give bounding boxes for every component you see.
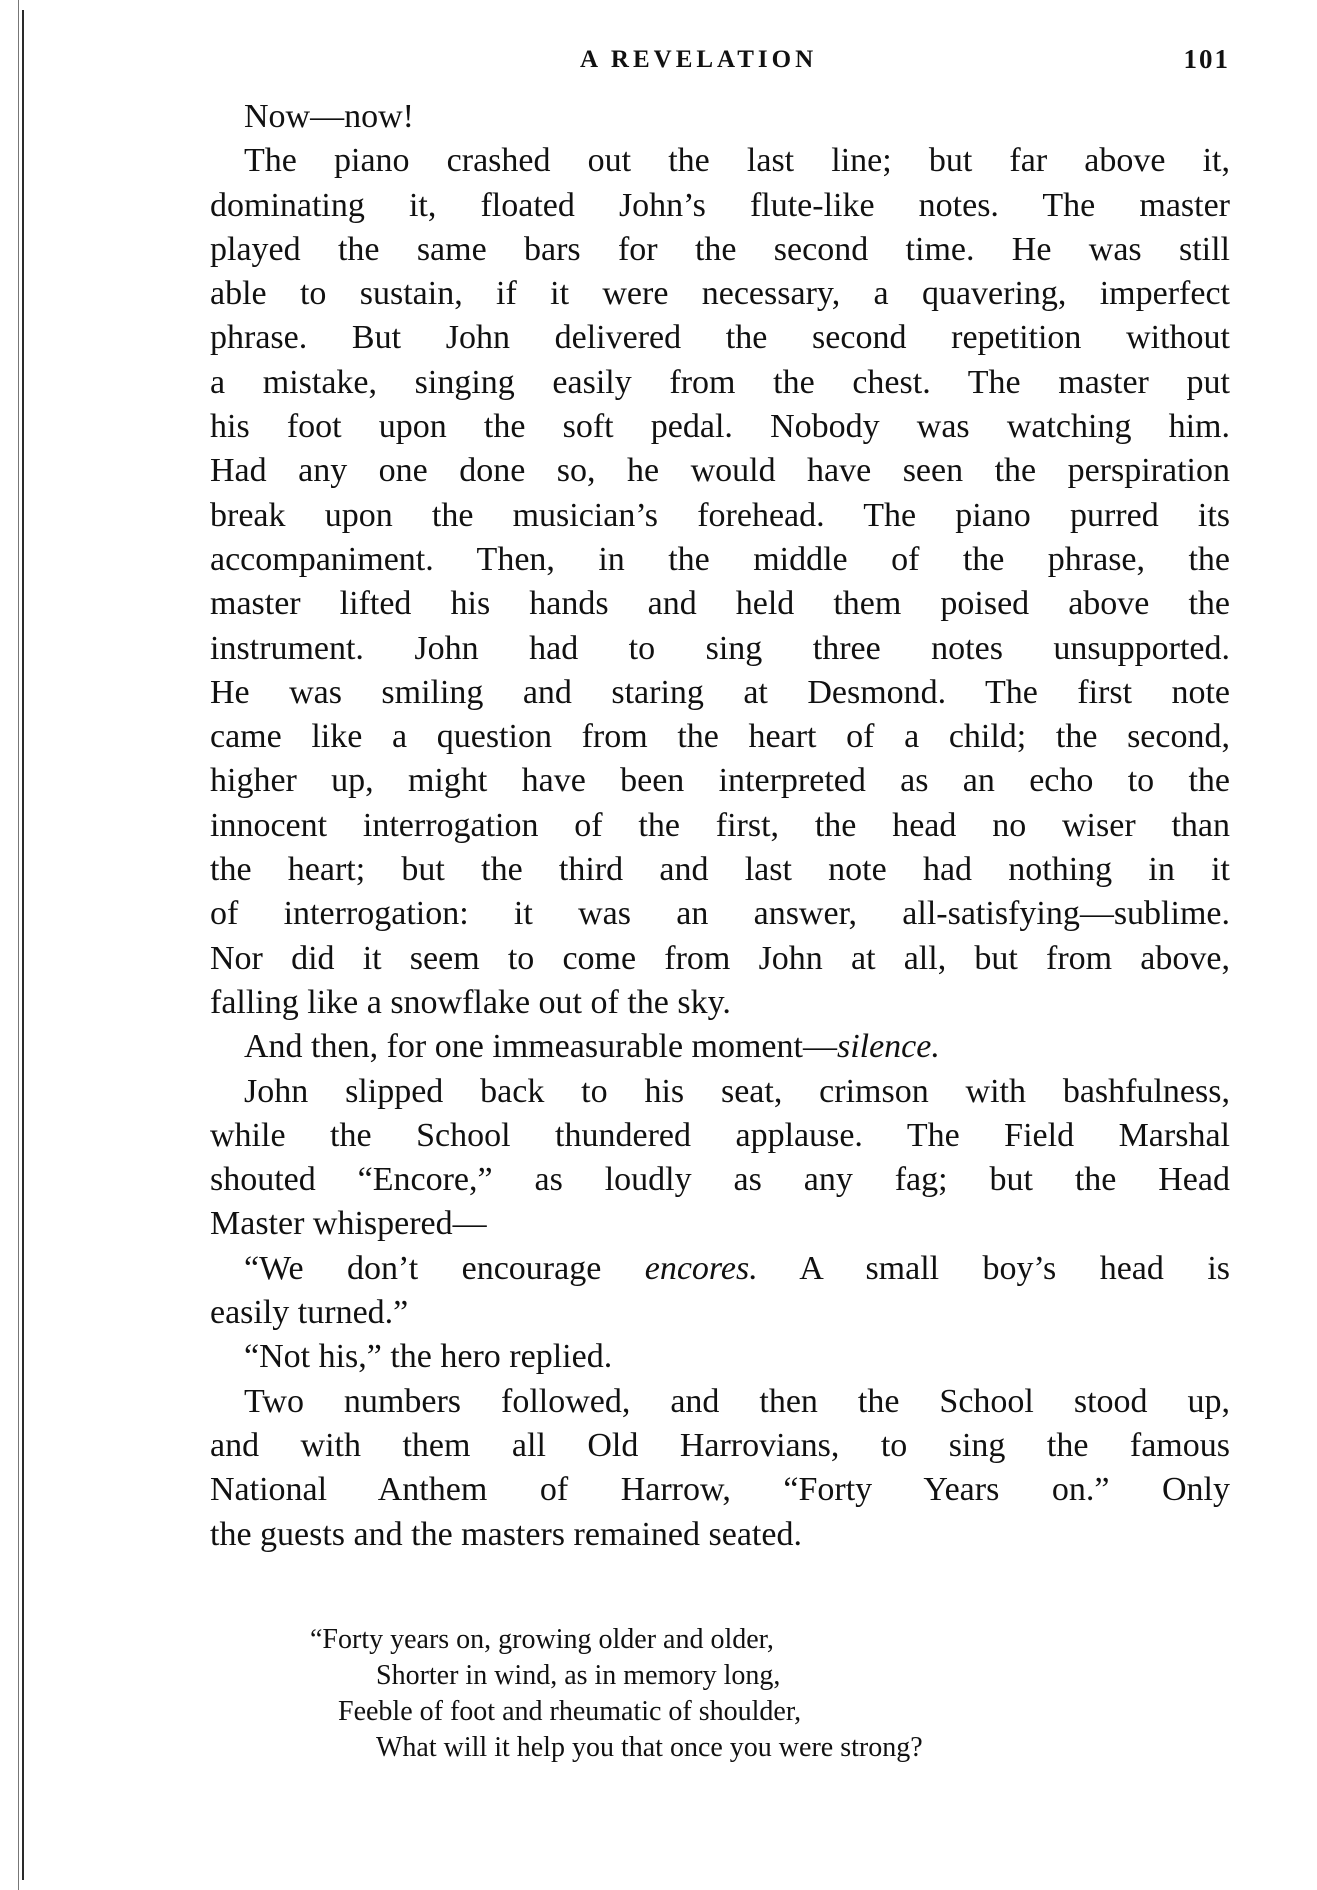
text-line: and with them all Old Harrovians, to sing the famous [210,1426,1230,1464]
text-line: Now—now! [244,98,414,135]
page-binding-edge [22,10,24,1880]
text-line: phrase. But John delivered the second repetition without [210,319,1230,357]
text-line: while the School thundered applause. The Field Marshal [210,1116,1230,1154]
text-line: able to sustain, if it were necessary, a quavering, imperfect [210,275,1230,313]
text-line: The piano crashed out the last line; but far above it, [244,142,1230,180]
text-line: “Not his,” the hero replied. [244,1338,613,1376]
text-line: “We don’t encourage encores. A small boy’s head is [244,1249,1230,1287]
text-line: came like a question from the heart of a child; the second, [210,718,1230,756]
text-line: John slipped back to his seat, crimson with bashfulness, [244,1072,1230,1110]
page-number: 101 [1183,44,1230,74]
text-line: instrument. John had to sing three notes unsupported. [210,629,1230,667]
text-line: Two numbers followed, and then the School stood up, [244,1382,1230,1420]
text-line: Had any one done so, he would have seen the perspiration [210,452,1230,490]
running-head [210,40,1230,80]
verse-line: Shorter in wind, as in memory long, [376,1660,781,1691]
text-line: his foot upon the soft pedal. Nobody was watching him. [210,408,1230,446]
text-line: innocent interrogation of the first, the head no wiser than [210,806,1230,844]
text-line: He was smiling and staring at Desmond. The first note [210,673,1230,711]
text-line: master lifted his hands and held them poised above the [210,585,1230,623]
verse-quotation [310,1622,1210,1766]
text-line: Nor did it seem to come from John at all, but from above, [210,939,1230,977]
text-line: the heart; but the third and last note had nothing in it [210,851,1230,889]
text-line: a mistake, singing easily from the chest. The master put [210,363,1230,401]
verse-line: “Forty years on, growing older and older, [310,1624,774,1655]
text-line: dominating it, floated John’s flute-like notes. The master [210,186,1230,224]
verse-line: Feeble of foot and rheumatic of shoulder, [338,1696,802,1727]
running-head-title: A REVELATION [580,46,818,73]
body-text [210,95,1230,1557]
text-line: National Anthem of Harrow, “Forty Years on.” Only [210,1471,1230,1509]
text-line: accompaniment. Then, in the middle of the phrase, the [210,540,1230,578]
verse-line: What will it help you that once you were strong? [376,1732,923,1763]
text-line: of interrogation: it was an answer, all-satisfying—sublime. [210,895,1230,933]
text-line: higher up, might have been interpreted as an echo to the [210,762,1230,800]
text-line: falling like a snowflake out of the sky. [210,983,731,1021]
text-line: played the same bars for the second time. He was still [210,230,1230,268]
text-line: And then, for one immeasurable moment—silence. [244,1028,940,1066]
binding-shadow [18,0,19,1890]
text-line: shouted “Encore,” as loudly as any fag; but the Head [210,1161,1230,1199]
text-line: break upon the musician’s forehead. The piano purred its [210,496,1230,534]
text-line: the guests and the masters remained seated. [210,1515,802,1553]
text-line: easily turned.” [210,1294,409,1332]
text-line: Master whispered— [210,1205,487,1243]
